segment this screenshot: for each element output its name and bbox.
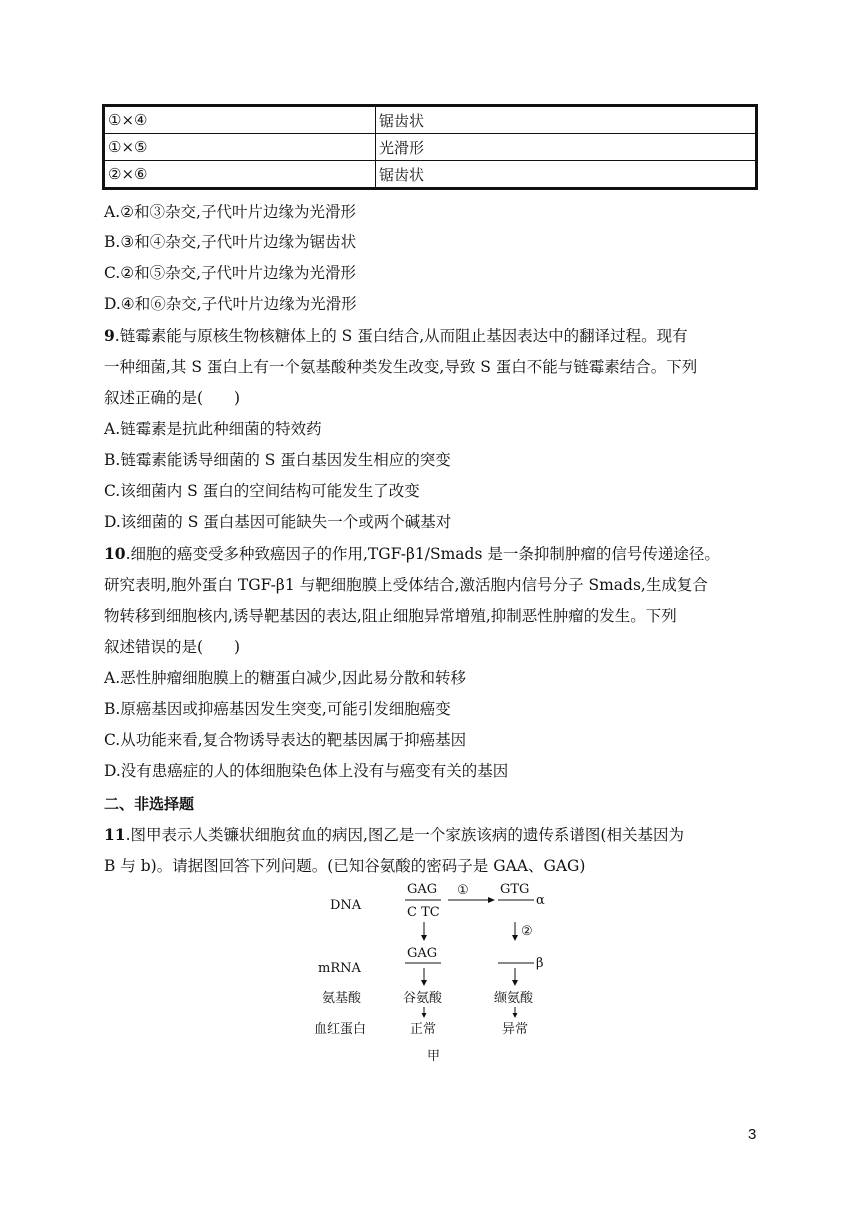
label-amino-acid: 氨基酸 — [322, 991, 362, 1006]
cross-cell: ①×⑤ — [104, 134, 376, 161]
q11-number: 11 — [104, 825, 126, 844]
q10-stem-line-4: 叙述错误的是( ) — [104, 638, 241, 656]
table-row — [104, 106, 757, 134]
q9-option-d: D.该细菌的 S 蛋白基因可能缺失一个或两个碱基对 — [104, 513, 452, 531]
q10-number: 10 — [104, 544, 126, 563]
q10-stem-line-1 — [104, 544, 720, 564]
cross-cell: ②×⑥ — [104, 161, 376, 189]
dna-bottom-strand: C TC — [407, 905, 440, 920]
result-cell: 锯齿状 — [376, 161, 757, 189]
q9-number: 9 — [104, 326, 115, 345]
hemoglobin-mutant: 异常 — [502, 1022, 529, 1037]
mutant-translation-arrow-head — [512, 980, 518, 986]
q9-stem-line-2: 一种细菌,其 S 蛋白上有一个氨基酸种类发生改变,导致 S 蛋白不能与链霉素结合。下列 — [104, 358, 698, 376]
q10-stem-text: .细胞的癌变受多种致癌因子的作用,TGF-β1/Smads 是一条抑制肿瘤的信号传递途径。 — [125, 545, 720, 563]
alpha-label: α — [536, 893, 545, 908]
q11-stem-text: .图甲表示人类镰状细胞贫血的病因,图乙是一个家族该病的遗传系谱图(相关基因为 — [125, 826, 684, 844]
table-row — [104, 161, 757, 189]
step-1-label: ① — [457, 883, 469, 898]
result-cell: 锯齿状 — [376, 106, 757, 134]
translation-arrow-head — [421, 980, 427, 986]
amino-acid-normal: 谷氨酸 — [403, 991, 443, 1006]
mutant-dna-strand: GTG — [500, 882, 530, 897]
q8-option-c: C.②和⑤杂交,子代叶片边缘为光滑形 — [104, 264, 357, 282]
label-mrna: mRNA — [318, 961, 361, 976]
step-2-arrow-head — [512, 935, 518, 941]
hemoglobin-normal: 正常 — [410, 1022, 437, 1037]
q10-option-b: B.原癌基因或抑癌基因发生突变,可能引发细胞癌变 — [104, 700, 451, 718]
page-number: 3 — [748, 1126, 757, 1143]
q9-stem-text: .链霉素能与原核生物核糖体上的 S 蛋白结合,从而阻止基因表达中的翻译过程。现有 — [114, 327, 688, 345]
q10-stem-line-3: 物转移到细胞核内,诱导靶基因的表达,阻止细胞异常增殖,抑制恶性肿瘤的发生。下列 — [104, 607, 677, 625]
q10-option-a: A.恶性肿瘤细胞膜上的糖蛋白减少,因此易分散和转移 — [104, 669, 467, 687]
q8-option-d: D.④和⑥杂交,子代叶片边缘为光滑形 — [104, 295, 357, 313]
dna-top-strand: GAG — [407, 882, 438, 897]
mrna-codon: GAG — [407, 946, 438, 961]
q9-option-c: C.该细菌内 S 蛋白的空间结构可能发生了改变 — [104, 482, 420, 500]
q8-option-a: A.②和③杂交,子代叶片边缘为光滑形 — [104, 203, 356, 221]
figure-caption: 甲 — [427, 1049, 441, 1064]
q9-option-a: A.链霉素是抗此种细菌的特效药 — [104, 420, 322, 438]
protein-arrow-head — [422, 1013, 427, 1018]
q10-stem-line-2: 研究表明,胞外蛋白 TGF-β1 与靶细胞膜上受体结合,激活胞内信号分子 Smads,生成复合 — [104, 576, 708, 594]
figure-jia-diagram — [310, 878, 570, 1068]
q11-stem-line-1 — [104, 825, 684, 845]
amino-acid-mutant: 缬氨酸 — [494, 991, 534, 1006]
q9-stem-line-3: 叙述正确的是( ) — [104, 389, 241, 407]
cross-cell: ①×④ — [104, 106, 376, 134]
table-row — [104, 134, 757, 161]
step-2-label: ② — [521, 924, 533, 939]
q9-stem-line-1 — [104, 326, 688, 346]
mutant-protein-arrow-head — [513, 1013, 518, 1018]
cross-results-table — [102, 104, 758, 190]
q10-option-c: C.从功能来看,复合物诱导表达的靶基因属于抑癌基因 — [104, 731, 467, 749]
section-heading: 二、非选择题 — [104, 795, 195, 813]
q8-option-b: B.③和④杂交,子代叶片边缘为锯齿状 — [104, 233, 357, 251]
q10-option-d: D.没有患癌症的人的体细胞染色体上没有与癌变有关的基因 — [104, 762, 509, 780]
transcription-arrow-head — [421, 935, 427, 941]
q9-option-b: B.链霉素能诱导细菌的 S 蛋白基因发生相应的突变 — [104, 451, 451, 469]
label-dna: DNA — [330, 898, 362, 913]
beta-label: β — [536, 956, 544, 971]
label-hemoglobin: 血红蛋白 — [314, 1022, 367, 1037]
q11-stem-line-2: B 与 b)。请据图回答下列问题。(已知谷氨酸的密码子是 GAA、GAG) — [104, 857, 586, 875]
result-cell: 光滑形 — [376, 134, 757, 161]
mutation-arrow-head — [488, 897, 495, 903]
